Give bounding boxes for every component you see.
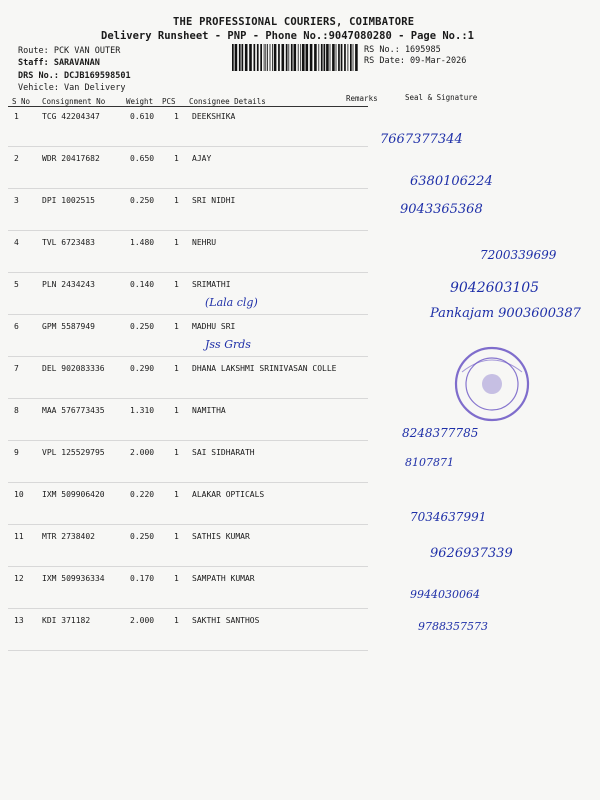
courier-stamp: [452, 344, 532, 424]
row-pcs: 1: [174, 448, 179, 457]
row-signature: 9042603105: [450, 280, 540, 296]
row-divider: [8, 230, 368, 231]
row-signature: 9788357573: [418, 620, 488, 633]
row-sno: 11: [14, 532, 24, 541]
row-pcs: 1: [174, 196, 179, 205]
col-seal-signature: Seal & Signature: [405, 93, 478, 102]
row-pcs: 1: [174, 616, 179, 625]
rs-number: RS No.: 1695985: [364, 45, 441, 55]
row-signature: 8107871: [405, 456, 454, 469]
route-label: Route: PCK VAN OUTER: [18, 46, 121, 56]
row-consignment-no: TCG 42204347: [42, 112, 100, 121]
row-divider: [8, 524, 368, 525]
row-consignment-no: TVL 6723483: [42, 238, 95, 247]
row-consignee: NAMITHA: [192, 406, 226, 415]
row-consignee: AJAY: [192, 154, 212, 163]
row-sno: 10: [14, 490, 24, 499]
row-divider: [8, 188, 368, 189]
col-remarks: Remarks: [346, 94, 378, 103]
row-weight: 0.250: [130, 532, 155, 541]
row-handwritten-note: (Lala clg): [205, 296, 258, 309]
row-weight: 0.250: [130, 322, 155, 331]
row-consignment-no: MTR 2738402: [42, 532, 95, 541]
row-pcs: 1: [174, 112, 179, 121]
row-sno: 13: [14, 616, 24, 625]
row-weight: 1.310: [130, 406, 155, 415]
row-signature: 7200339699: [480, 248, 557, 262]
row-sno: 3: [14, 196, 19, 205]
row-weight: 0.250: [130, 196, 155, 205]
row-consignment-no: DPI 1002515: [42, 196, 95, 205]
col-consignment: Consignment No: [42, 97, 106, 106]
row-divider: [8, 566, 368, 567]
row-divider: [8, 608, 368, 609]
col-consignee: Consignee Details: [189, 97, 266, 106]
row-signature: 9043365368: [400, 202, 483, 217]
row-consignee: SAI SIDHARATH: [192, 448, 255, 457]
row-signature: 9626937339: [430, 546, 513, 561]
row-sno: 12: [14, 574, 24, 583]
row-pcs: 1: [174, 280, 179, 289]
row-sno: 6: [14, 322, 19, 331]
row-pcs: 1: [174, 490, 179, 499]
row-consignment-no: GPM 5587949: [42, 322, 95, 331]
row-sno: 1: [14, 112, 19, 121]
row-consignee: SAMPATH KUMAR: [192, 574, 255, 583]
row-consignment-no: WDR 20417682: [42, 154, 100, 163]
row-pcs: 1: [174, 238, 179, 247]
row-consignment-no: MAA 576773435: [42, 406, 105, 415]
row-sno: 7: [14, 364, 19, 373]
row-signature: 6380106224: [410, 174, 493, 189]
row-signature: Pankajam 9003600387: [430, 306, 581, 321]
row-consignee: SRIMATHI: [192, 280, 231, 289]
row-weight: 0.610: [130, 112, 155, 121]
row-handwritten-note: Jss Grds: [205, 338, 251, 351]
row-signature: 7034637991: [410, 510, 487, 524]
row-divider: [8, 440, 368, 441]
row-sno: 2: [14, 154, 19, 163]
col-weight: Weight: [126, 97, 154, 106]
row-weight: 0.290: [130, 364, 155, 373]
row-weight: 0.650: [130, 154, 155, 163]
row-sno: 4: [14, 238, 19, 247]
row-sno: 5: [14, 280, 19, 289]
row-consignee: NEHRU: [192, 238, 217, 247]
row-consignee: DHANA LAKSHMI SRINIVASAN COLLE: [192, 364, 337, 373]
row-consignee: SRI NIDHI: [192, 196, 236, 205]
row-signature: 9944030064: [410, 588, 480, 601]
row-divider: [8, 482, 368, 483]
row-consignment-no: IXM 509936334: [42, 574, 105, 583]
row-pcs: 1: [174, 322, 179, 331]
row-consignee: MADHU SRI: [192, 322, 236, 331]
row-pcs: 1: [174, 574, 179, 583]
drs-label: DRS No.: DCJB169598501: [18, 71, 131, 81]
row-consignment-no: VPL 125529795: [42, 448, 105, 457]
row-weight: 0.170: [130, 574, 155, 583]
row-pcs: 1: [174, 154, 179, 163]
row-pcs: 1: [174, 406, 179, 415]
row-divider: [8, 398, 368, 399]
vehicle-label: Vehicle: Van Delivery: [18, 83, 126, 93]
row-weight: 0.140: [130, 280, 155, 289]
row-weight: 1.480: [130, 238, 155, 247]
row-sno: 8: [14, 406, 19, 415]
row-pcs: 1: [174, 532, 179, 541]
row-consignment-no: IXM 509906420: [42, 490, 105, 499]
row-divider: [8, 146, 368, 147]
row-weight: 0.220: [130, 490, 155, 499]
row-consignee: SATHIS KUMAR: [192, 532, 250, 541]
row-pcs: 1: [174, 364, 179, 373]
row-consignment-no: PLN 2434243: [42, 280, 95, 289]
row-signature: 8248377785: [402, 426, 479, 440]
row-consignee: DEEKSHIKA: [192, 112, 236, 121]
row-consignee: SAKTHI SANTHOS: [192, 616, 260, 625]
row-divider: [8, 314, 368, 315]
row-sno: 9: [14, 448, 19, 457]
row-consignment-no: DEL 902083336: [42, 364, 105, 373]
barcode-image: [232, 44, 360, 71]
row-divider: [8, 650, 368, 651]
row-divider: [8, 356, 368, 357]
row-weight: 2.000: [130, 448, 155, 457]
rs-date: RS Date: 09-Mar-2026: [364, 56, 467, 66]
col-sno: S No: [12, 97, 31, 106]
header-rule: [8, 106, 368, 107]
row-weight: 2.000: [130, 616, 155, 625]
col-pcs: PCS: [162, 97, 176, 106]
runsheet-subtitle: Delivery Runsheet - PNP - Phone No.:9047080280 - Page No.:1: [101, 30, 474, 42]
company-title: THE PROFESSIONAL COURIERS, COIMBATORE: [173, 16, 415, 28]
row-signature: 7667377344: [380, 132, 463, 147]
row-consignment-no: KDI 371182: [42, 616, 91, 625]
staff-label: Staff: SARAVANAN: [18, 58, 100, 68]
row-divider: [8, 272, 368, 273]
row-consignee: ALAKAR OPTICALS: [192, 490, 265, 499]
